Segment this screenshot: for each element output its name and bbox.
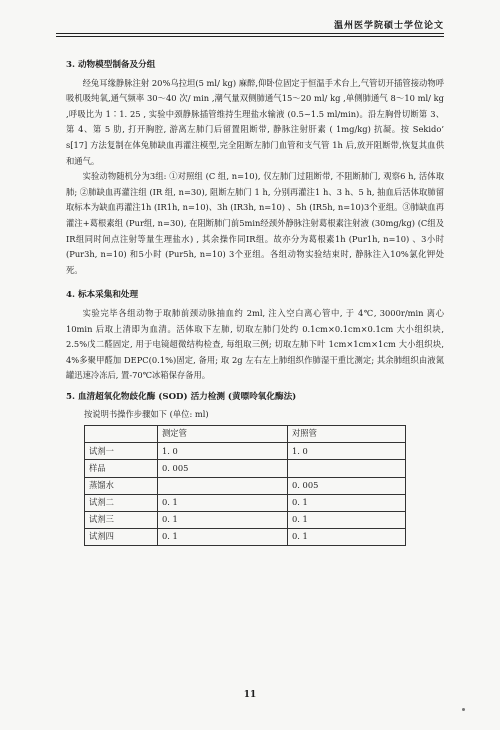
table-row (85, 443, 406, 460)
scan-speck (462, 708, 465, 711)
table-row (85, 512, 406, 529)
section-heading-sod: 5. 血清超氧化物歧化酶 (SOD) 活力检测 (黄嘌呤氧化酶法) (66, 391, 297, 402)
table-row (85, 494, 406, 511)
paragraph-model-preparation: 经兔耳缘静脉注射 20%乌拉坦(5 ml/ kg) 麻醉,仰卧位固定于恒温手术台上,气管切开插管接动物呼吸机吸纯氧,通气频率 30～40 次/ min ,潮气量双侧肺通气15～20 ml/ kg ,单侧肺通气 8～10 ml/ kg ,呼吸比为 1∶1. 25 , 实验中颈静脉插管维持生理盐水输液 (0.5~1.5 ml/min)。沿左胸骨切断第 3、第 4、第 5 肋, 打开胸腔, 游离左肺门后留置阻断带, 静脉注射肝素 ( 1mg/kg) 抗凝。按 Sekido’ s[17] 方法复制在体兔肺缺血再灌注模型,完全阻断左肺门血管和支气管 1h 后,放开阻断带,恢复其血供和通气。 (66, 77, 444, 166)
table-caption: 按说明书操作步骤如下 (单位: ml) (84, 409, 209, 420)
table-cell: 试剂三 (85, 512, 158, 529)
table-cell: 0. 005 (158, 460, 288, 477)
sod-protocol-table (84, 425, 406, 546)
table-row (85, 460, 406, 477)
table-cell: 蒸馏水 (85, 477, 158, 494)
page-header: 温州医学院硕士学位论文 (333, 21, 444, 31)
table-cell (158, 477, 288, 494)
table-cell: 0. 1 (158, 529, 288, 546)
table-cell: 试剂一 (85, 443, 158, 460)
paragraph-sampling: 实验完毕各组动物于取肺前颈动脉抽血约 2ml, 注入空白离心管中, 于 4℃, 3000r/min 离心 10min 后取上清即为血清。活体取下左肺, 切取左肺门处约 0.1cm×0.1cm×0.1cm 大小组织块, 2.5%戊二醛固定, 用于电镜超微结构检查, 每组取三例; 切取左肺下叶 1cm×1cm×1cm 大小组织块, 4%多聚甲醛加 DEPC(0.1%)固定, 备用; 取 2g 左右左上肺组织作肺湿干重比测定; 其余肺组织由液氮罐迅速冷冻后, 置-70℃冰箱保存备用。 (66, 307, 444, 381)
header-rule (56, 33, 444, 34)
table-row (85, 529, 406, 546)
table-cell: 试剂二 (85, 494, 158, 511)
table-cell: 0. 1 (158, 512, 288, 529)
header-rule-thin (56, 36, 444, 37)
table-row (85, 477, 406, 494)
page-body (66, 52, 444, 546)
table-cell: 样品 (85, 460, 158, 477)
table-cell: 0. 005 (288, 477, 406, 494)
table-cell: 0. 1 (158, 494, 288, 511)
section-heading-animal-model: 3. 动物模型制备及分组 (66, 60, 156, 70)
table-cell: 0. 1 (288, 512, 406, 529)
table-header-cell (85, 426, 158, 443)
table-cell: 0. 1 (288, 529, 406, 546)
table-cell (288, 460, 406, 477)
table-cell: 0. 1 (288, 494, 406, 511)
table-header-cell: 测定管 (158, 426, 288, 443)
table-cell: 1. 0 (158, 443, 288, 460)
table-header-row (85, 426, 406, 443)
table-cell: 1. 0 (288, 443, 406, 460)
section-heading-sampling: 4. 标本采集和处理 (66, 290, 139, 301)
page-number: 11 (243, 690, 257, 700)
table-header-cell: 对照管 (288, 426, 406, 443)
table-cell: 试剂四 (85, 529, 158, 546)
paragraph-grouping: 实验动物随机分为3组: ①对照组 (C 组, n=10), 仅左肺门过阻断带, 不阻断肺门, 观察6 h, 活体取肺; ②肺缺血再灌注组 (IR 组, n=30), 阻断左肺门 1 h, 分别再灌注1 h、3 h、5 h, 抽血后活体取肺留取标本为缺血再灌注1h (IR1h, n=10)、3h (IR3h, n=10) 、5h (IR5h, n=10)3个亚组。③肺缺血再灌注+葛根素组 (Pur组, n=30), 在阻断肺门前5min经颈外静脉注射葛根素注射液 (30mg/kg) (C组及IR组同时间点注射等量生理盐水) , 其余操作同IR组。故亦分为葛根素1h (Pur1h, n=10) 、3小时 (Pur3h, n=10) 和5小时 (Pur5h, n=10) 3个亚组。各组动物实验结束时, 静脉注入10%氯化钾处死。 (66, 171, 444, 275)
